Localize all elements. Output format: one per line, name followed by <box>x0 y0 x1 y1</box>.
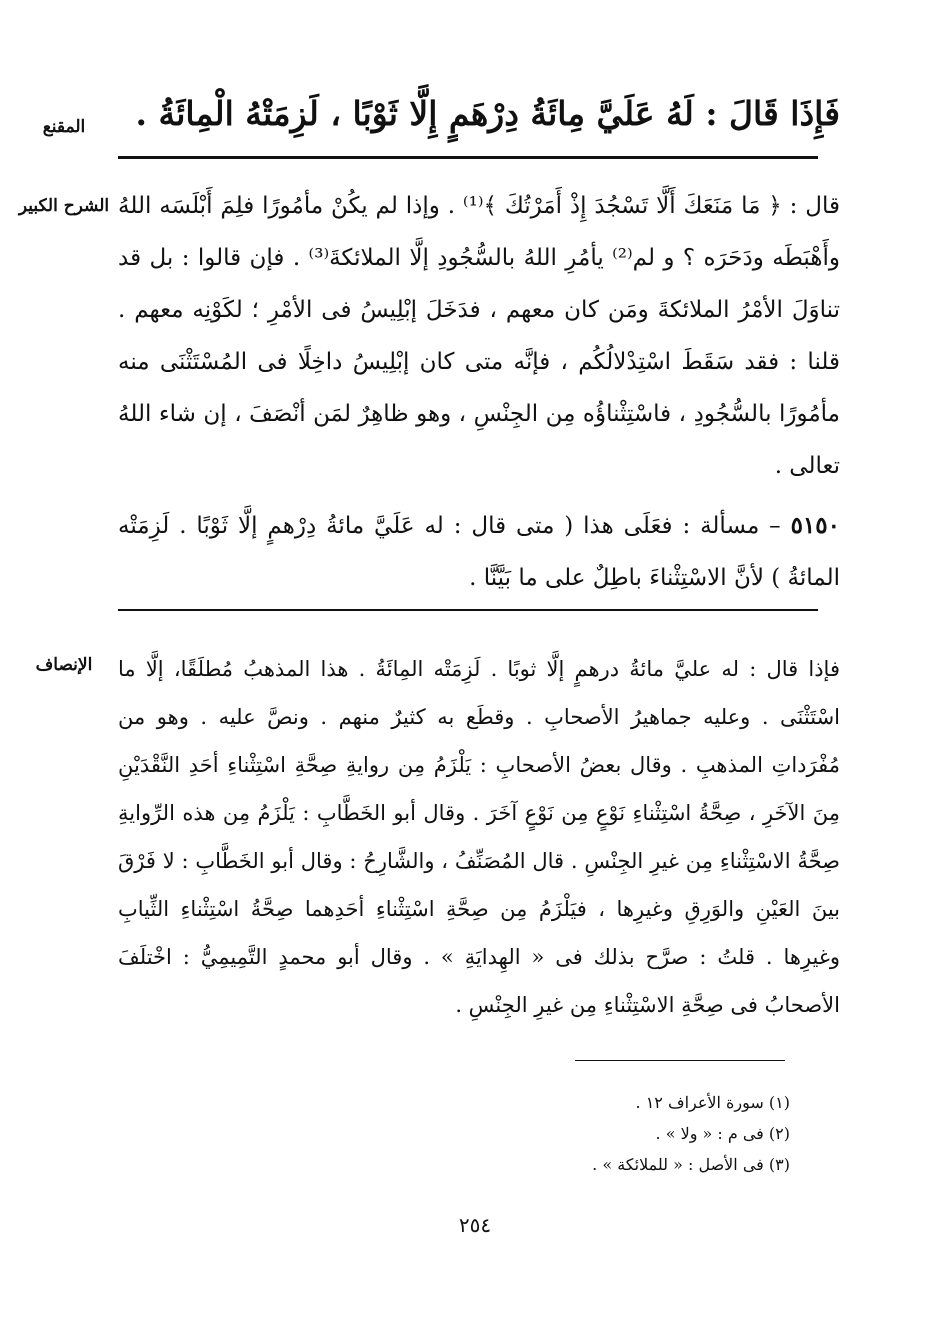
insaf-text: فإذا قال : له عليَّ مائةُ درهمٍ إلَّا ثوبًا . لَزِمَتْه المِائَةُ . هذا المذهبُ مُطلَقًا، إلَّا ما اسْتَثْنَى . وعليه جماهيرُ الأصحابِ . وقطَع به كثيرٌ منهم . ونصَّ عليه . وهو من مُفْرَداتِ المذهبِ . وقال بعضُ الأصحابِ : يَلْزَمُ مِن روايةِ صِحَّةِ اسْتِثْناءِ أحَدِ النَّقْدَيْنِ مِنَ الآخَرِ ، صِحَّةُ اسْتِثْناءِ نَوْعٍ مِن نَوْعٍ آخَرَ . وقال أبو الخَطَّابِ : يَلْزَمُ مِن هذه الرِّوايةِ صِحَّةُ الاسْتِثْناءِ مِن غيرِ الجِنْسِ . قال المُصَنِّفُ ، والشَّارِحُ : وقال أبو الخَطَّابِ : لا فَرْقَ بينَ العَيْنِ والوَرِقِ وغيرِها ، فيَلْزَمُ مِن صِحَّةِ اسْتِثْناءِ أحَدِهما صِحَّةُ اسْتِثْناءِ الثِّيابِ وغيرِها . قلتُ : صرَّح بذلك فى « الهِدايَةِ » . وقال أبو محمدٍ التَّمِيمِيُّ : اخْتلَفَ الأصحابُ فى صِحَّةِ الاسْتِثْناءِ مِن غيرِ الجِنْسِ . <box>118 657 840 1017</box>
section-divider <box>118 156 818 159</box>
masala-text: – مسألة : فعَلَى هذا ( متى قال : له عَلَيَّ مائةُ دِرْهمٍ إلَّا ثَوْبًا . لَزِمَتْه المائةُ ) لأنَّ الاسْتِثْناءَ باطِلٌ على ما بَيَّنَّا . <box>118 513 840 591</box>
footnote-2: (٢) فى م : « ولا » . <box>655 1124 790 1143</box>
footnote-1: (١) سورة الأعراف ١٢ . <box>635 1093 790 1112</box>
sharh-section-label: الشرح الكبير <box>18 196 110 216</box>
insaf-section-label: الإنصاف <box>35 655 93 675</box>
sharh-paragraph: قال : ﴿ مَا مَنَعَكَ أَلَّا تَسْجُدَ إِذْ أَمَرْتُكَ ﴾⁽¹⁾ . وإذا لم يكُنْ مأمُورًا فلِمَ أَبْلَسَه اللهُ وأَهْبَطَه ودَحَرَه ؟ و لم⁽²⁾ يأمُرِ اللهُ بالسُّجُودِ إلَّا الملائكةَ⁽³⁾ . فإن قالوا : بل قد تناوَلَ الأمْرُ الملائكةَ ومَن كان معهم ، فدَخَلَ إبْلِيسُ فى الأمْرِ ؛ لكَوْنِه معهم . قلنا : فقد سَقَطَ اسْتِدْلالُكُم ، فإنَّه متى كان إبْلِيسُ داخِلًا فى المُسْتَثْنَى منه مأمُورًا بالسُّجُودِ ، فاسْتِثْناؤُه مِن الجِنْسِ ، وهو ظاهِرٌ لمَن أنْصَفَ ، إن شاء اللهُ تعالى . <box>118 193 840 479</box>
masala-paragraph <box>118 500 840 604</box>
sharh-text <box>118 180 840 604</box>
page-number: ٢٥٤ <box>458 1213 492 1237</box>
footnotes <box>300 1087 790 1180</box>
masala-number: ٥١٥٠ <box>790 512 840 539</box>
mughni-text: فَإِذَا قَالَ : لَهُ عَلَيَّ مِائَةُ دِرْهَمٍ إِلَّا ثَوْبًا ، لَزِمَتْهُ الْمِائَةُ . <box>135 94 840 133</box>
footnote-3: (٣) فى الأصل : « للملائكة » . <box>592 1155 790 1174</box>
section-divider <box>118 609 818 611</box>
mughni-section-label: المقنع <box>42 117 86 137</box>
footnote-divider <box>575 1060 785 1061</box>
